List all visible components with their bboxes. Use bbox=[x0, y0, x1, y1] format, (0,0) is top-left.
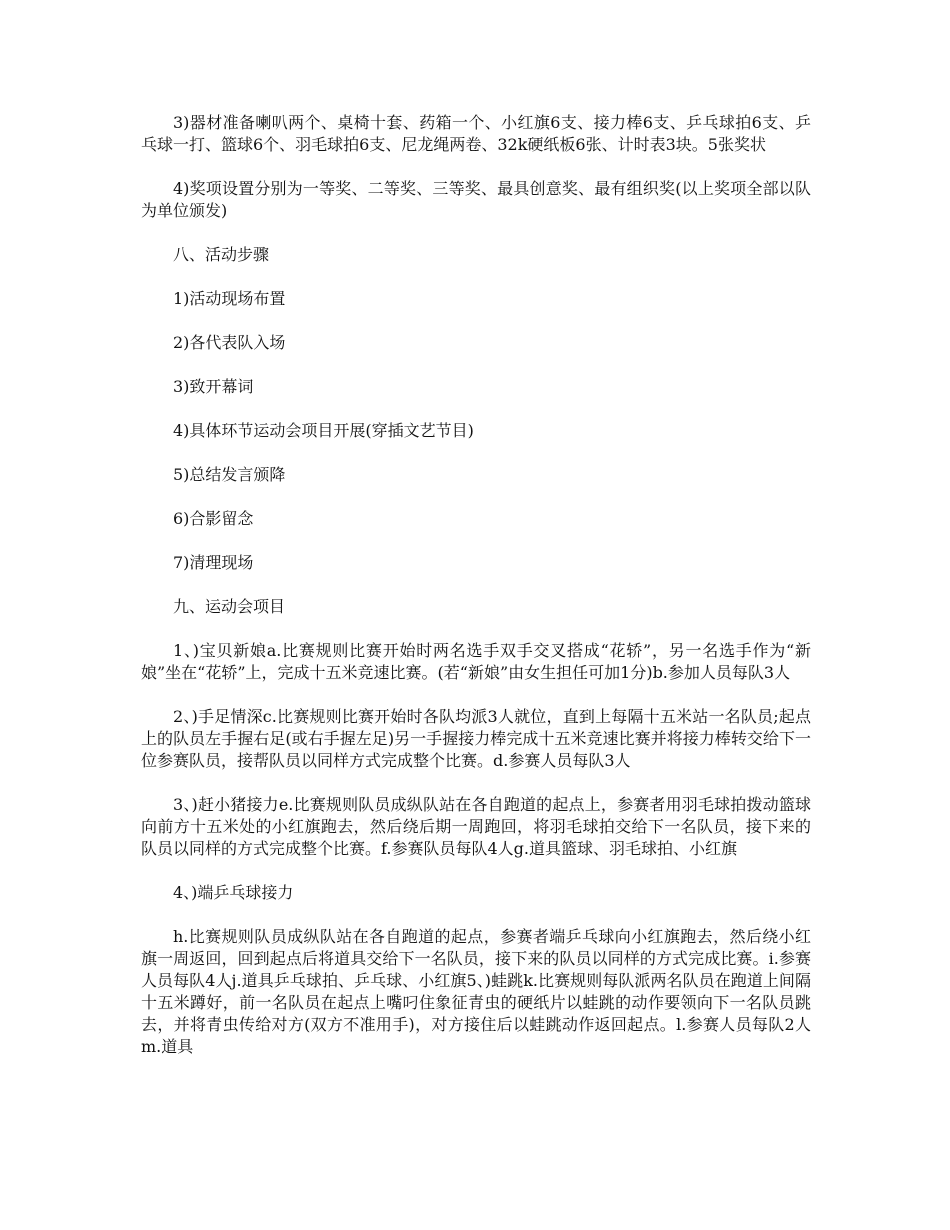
paragraph-event-3: 3、)赶小猪接力e.比赛规则队员成纵队站在各自跑道的起点上，参赛者用羽毛球拍拨动篮球向前方十五米处的小红旗跑去，然后绕后期一周跑回，将羽毛球拍交给下一名队员，接下来的队员以同样的方式完成整个比赛。f.参赛队员每队4人g.道具篮球、羽毛球拍、小红旗 bbox=[141, 795, 811, 858]
paragraph-event-4-rules: h.比赛规则队员成纵队站在各自跑道的起点，参赛者端乒乓球向小红旗跑去，然后绕小红旗一周返回，回到起点后将道具交给下一名队员，接下来的队员以同样的方式完成比赛。i.参赛人员每队4人j.道具乒乓球拍、乒乓球、小红旗5、)蛙跳k.比赛规则每队派两名队员在跑道上间隔十五米蹲好，前一名队员在起点上嘴叼住象征青虫的硬纸片以蛙跳的动作要领向下一名队员跳去，并将青虫传给对方(双方不准用手)，对方接住后以蛙跳动作返回起点。l.参赛人员每队2人m.道具 bbox=[141, 927, 811, 1056]
list-item-step-6: 6)合影留念 bbox=[173, 509, 254, 528]
list-item-step-5: 5)总结发言颁降 bbox=[173, 465, 286, 484]
paragraph-event-2: 2、)手足情深c.比赛规则比赛开始时各队均派3人就位，直到上每隔十五米站一名队员;起点上的队员左手握右足(或右手握左足)另一手握接力棒完成十五米竞速比赛并将接力棒转交给下一位参赛队员，接帮队员以同样方式完成整个比赛。d.参赛人员每队3人 bbox=[141, 707, 811, 770]
paragraph-event-1: 1、)宝贝新娘a.比赛规则比赛开始时两名选手双手交叉搭成“花轿”，另一名选手作为“新娘”坐在“花轿”上，完成十五米竞速比赛。(若“新娘”由女生担任可加1分)b.参加人员每队3人 bbox=[141, 641, 811, 682]
section-heading-activity-steps: 八、活动步骤 bbox=[173, 245, 270, 264]
section-heading-sports-events: 九、运动会项目 bbox=[173, 597, 286, 616]
list-item-step-2: 2)各代表队入场 bbox=[173, 333, 286, 352]
paragraph-awards: 4)奖项设置分别为一等奖、二等奖、三等奖、最具创意奖、最有组织奖(以上奖项全部以队为单位颁发) bbox=[141, 179, 811, 220]
list-item-step-1: 1)活动现场布置 bbox=[173, 289, 286, 308]
list-item-step-7: 7)清理现场 bbox=[173, 553, 254, 572]
list-item-step-4: 4)具体环节运动会项目开展(穿插文艺节目) bbox=[173, 421, 474, 440]
paragraph-event-4-title: 4、)端乒乓球接力 bbox=[173, 883, 294, 902]
document-body bbox=[141, 112, 811, 1058]
list-item-step-3: 3)致开幕词 bbox=[173, 377, 254, 396]
paragraph-equipment: 3)器材准备喇叭两个、桌椅十套、药箱一个、小红旗6支、接力棒6支、乒乓球拍6支、乒乓球一打、篮球6个、羽毛球拍6支、尼龙绳两卷、32k硬纸板6张、计时表3块。5张奖状 bbox=[141, 113, 811, 154]
